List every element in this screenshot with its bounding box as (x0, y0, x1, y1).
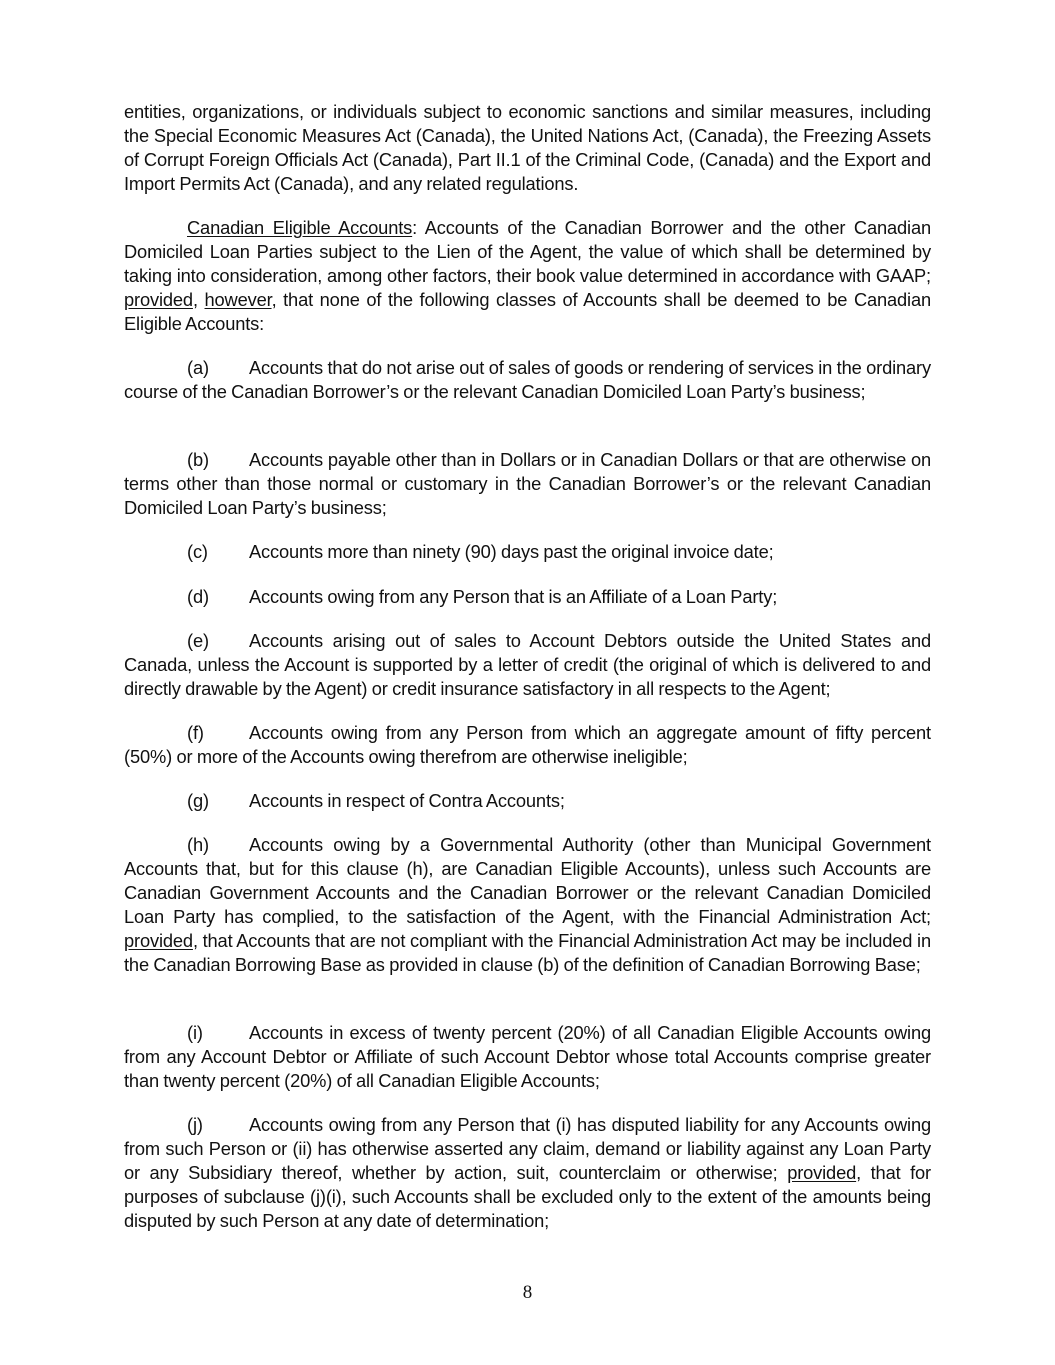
clause-text: Accounts owing from any Person from which an aggregate amount of fifty percent (50%) or more of the Accounts owing therefrom are otherwise ineligible; (124, 722, 931, 767)
clause-text: Accounts in respect of Contra Accounts; (249, 790, 565, 811)
provided-term: provided (787, 1162, 857, 1183)
clause-text: Accounts more than ninety (90) days past the original invoice date; (249, 541, 774, 562)
clause-label: (d) (187, 586, 209, 607)
clause-text: Accounts owing from any Person that (i) has disputed liability for any Accounts owing from such Person or (ii) has otherwise asserted any claim, demand or liability against any Loan Party or any Subsidiary thereof, whether by action, suit, counterclaim or otherwise; (124, 1114, 931, 1183)
page-number: 8 (522, 1282, 533, 1303)
clause-text: Accounts payable other than in Dollars or in Canadian Dollars or that are otherwise on terms other than those normal or customary in the Canadian Borrower’s or the relevant Canadian Domiciled Loan Party’s business; (124, 449, 931, 518)
intro-paragraph: entities, organizations, or individuals subject to economic sanctions and similar measures, including the Special Economic Measures Act (Canada), the United Nations Act, (Canada), the Freezing Assets of Corrupt Foreign Officials Act (Canada), Part II.1 of the Criminal Code, (Canada) and the Export and Import Permits Act (Canada), and any related regulations. (124, 101, 931, 194)
clause-text-end: , that for purposes of subclause (j)(i), such Accounts shall be excluded only to the extent of the amounts being disputed by such Person at any date of determination; (124, 1162, 931, 1231)
provided-term: provided (124, 930, 193, 951)
clause-label: (f) (187, 722, 204, 743)
clause-b (124, 448, 931, 520)
provided-term: provided (124, 289, 193, 310)
clause-text: Accounts in excess of twenty percent (20%) of all Canadian Eligible Accounts owing from any Account Debtor or Affiliate of such Account Debtor whose total Accounts comprise greater than twenty percent (20%) of all Canadian Eligible Accounts; (124, 1022, 931, 1091)
clause-f (124, 721, 931, 769)
clause-text: Accounts owing from any Person that is an Affiliate of a Loan Party; (249, 586, 778, 607)
clause-label: (a) (187, 357, 209, 378)
definition-separator: , (192, 289, 205, 310)
clause-label: (g) (187, 790, 209, 811)
clause-text: Accounts that do not arise out of sales of goods or rendering of services in the ordinary course of the Canadian Borrower’s or the relevant Canadian Domiciled Loan Party’s business; (124, 357, 931, 402)
defined-term: Canadian Eligible Accounts (187, 217, 413, 238)
definition-text-end: , that none of the following classes of Accounts shall be deemed to be Canadian Eligible Accounts: (124, 289, 932, 334)
clause-c (124, 540, 931, 564)
clause-text: Accounts owing by a Governmental Authority (other than Municipal Government Accounts that, but for this clause (h), are Canadian Eligible Accounts), unless such Accounts are Canadian Government Accounts and the Canadian Borrower or the relevant Canadian Domiciled Loan Party has complied, to the satisfaction of the Agent, with the Financial Administration Act; (124, 834, 931, 927)
definition-paragraph (124, 216, 931, 336)
clause-g (124, 789, 931, 813)
clause-label: (c) (187, 541, 208, 562)
clause-j (124, 1113, 931, 1233)
clause-label: (e) (187, 630, 209, 651)
clause-a (124, 356, 931, 404)
however-term: however (204, 289, 272, 310)
clause-text: Accounts arising out of sales to Account Debtors outside the United States and Canada, unless the Account is supported by a letter of credit (the original of which is delivered to and directly drawable by the Agent) or credit insurance satisfactory in all respects to the Agent; (124, 630, 931, 699)
clause-label: (i) (187, 1022, 203, 1043)
clause-h (124, 833, 931, 977)
definition-text: : Accounts of the Canadian Borrower and the other Canadian Domiciled Loan Parties subject to the Lien of the Agent, the value of which shall be determined by taking into consideration, among other factors, their book value determined in accordance with GAAP; (124, 217, 932, 286)
clause-label: (h) (187, 834, 209, 855)
clause-label: (b) (187, 449, 209, 470)
clause-d (124, 585, 931, 609)
clause-label: (j) (187, 1114, 203, 1135)
clause-e (124, 629, 931, 701)
clause-i (124, 1021, 931, 1093)
clause-text-end: , that Accounts that are not compliant with the Financial Administration Act may be included in the Canadian Borrowing Base as provided in clause (b) of the definition of Canadian Borrowing Base; (124, 930, 931, 975)
